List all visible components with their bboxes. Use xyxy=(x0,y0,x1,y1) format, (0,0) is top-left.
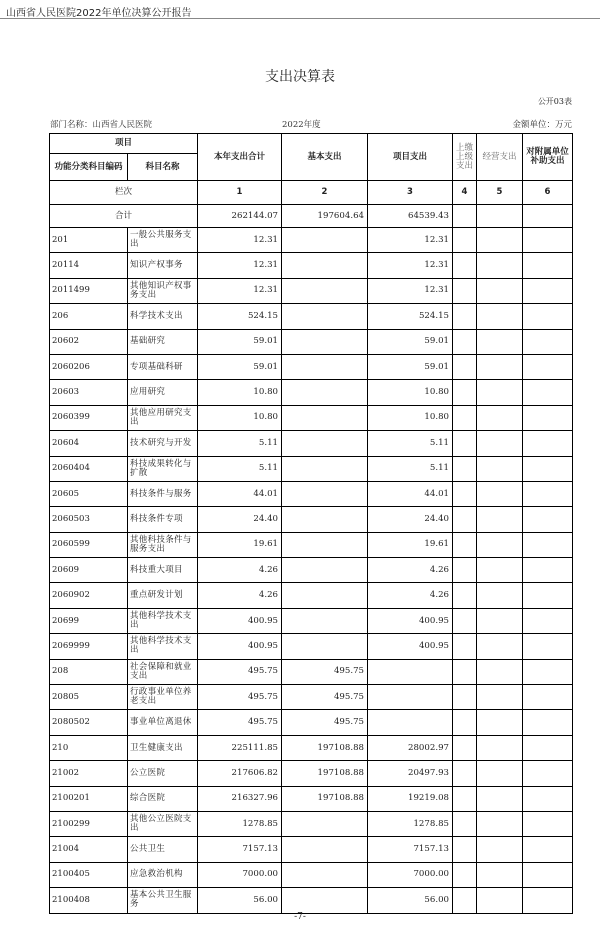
row-basic xyxy=(282,354,368,379)
row-project: 524.15 xyxy=(368,304,453,329)
row-business xyxy=(477,862,523,887)
row-business xyxy=(477,811,523,836)
row-project: 44.01 xyxy=(368,481,453,506)
row-subsidy xyxy=(523,253,573,278)
row-total: 10.80 xyxy=(198,380,282,405)
row-name: 科技重大项目 xyxy=(128,558,198,583)
row-name: 技术研究与开发 xyxy=(128,431,198,456)
row-name: 公共卫生 xyxy=(128,837,198,862)
row-total: 217606.82 xyxy=(198,761,282,786)
row-total: 4.26 xyxy=(198,558,282,583)
row-project xyxy=(368,710,453,735)
row-subsidy xyxy=(523,456,573,481)
row-upper xyxy=(453,380,477,405)
row-business xyxy=(477,532,523,557)
total-amount: 262144.07 xyxy=(198,205,282,228)
table-row xyxy=(50,278,573,303)
row-code: 2060902 xyxy=(50,583,128,608)
row-basic xyxy=(282,888,368,913)
row-subsidy xyxy=(523,634,573,659)
table-row xyxy=(50,685,573,710)
row-basic xyxy=(282,278,368,303)
item-name-header: 科目名称 xyxy=(128,154,198,181)
row-total: 10.80 xyxy=(198,405,282,430)
row-basic xyxy=(282,507,368,532)
row-code: 2060399 xyxy=(50,405,128,430)
row-code: 210 xyxy=(50,735,128,760)
row-project xyxy=(368,685,453,710)
row-business xyxy=(477,888,523,913)
row-code: 20603 xyxy=(50,380,128,405)
row-code: 2100201 xyxy=(50,786,128,811)
row-name: 行政事业单位养老支出 xyxy=(128,685,198,710)
row-code: 2080502 xyxy=(50,710,128,735)
row-business xyxy=(477,558,523,583)
row-total: 12.31 xyxy=(198,228,282,253)
row-project: 1278.85 xyxy=(368,811,453,836)
row-code: 20805 xyxy=(50,685,128,710)
row-total: 495.75 xyxy=(198,685,282,710)
row-project xyxy=(368,659,453,684)
row-basic xyxy=(282,405,368,430)
table-row xyxy=(50,837,573,862)
row-name: 其他科学技术支出 xyxy=(128,608,198,633)
row-subsidy xyxy=(523,481,573,506)
row-name: 科技条件专项 xyxy=(128,507,198,532)
row-upper xyxy=(453,481,477,506)
table-row xyxy=(50,862,573,887)
row-name: 其他科技条件与服务支出 xyxy=(128,532,198,557)
row-business xyxy=(477,354,523,379)
row-subsidy xyxy=(523,228,573,253)
total-upper xyxy=(453,205,477,228)
row-business xyxy=(477,507,523,532)
row-upper xyxy=(453,608,477,633)
row-upper xyxy=(453,304,477,329)
row-project: 59.01 xyxy=(368,354,453,379)
row-upper xyxy=(453,786,477,811)
row-business xyxy=(477,278,523,303)
total-subsidy xyxy=(523,205,573,228)
row-business xyxy=(477,659,523,684)
table-row xyxy=(50,558,573,583)
row-upper xyxy=(453,532,477,557)
row-name: 公立医院 xyxy=(128,761,198,786)
row-upper xyxy=(453,862,477,887)
table-row xyxy=(50,456,573,481)
row-upper xyxy=(453,659,477,684)
row-basic xyxy=(282,304,368,329)
row-total: 59.01 xyxy=(198,329,282,354)
row-subsidy xyxy=(523,710,573,735)
row-code: 21002 xyxy=(50,761,128,786)
row-name: 其他应用研究支出 xyxy=(128,405,198,430)
row-project: 400.95 xyxy=(368,608,453,633)
row-project: 5.11 xyxy=(368,456,453,481)
table-row xyxy=(50,380,573,405)
row-basic xyxy=(282,456,368,481)
row-upper xyxy=(453,634,477,659)
fiscal-year: 2022年度 xyxy=(282,120,321,130)
col-subsidy-header: 对附属单位补助支出 xyxy=(523,134,573,181)
col-index: 1 xyxy=(198,181,282,205)
row-total: 56.00 xyxy=(198,888,282,913)
row-subsidy xyxy=(523,354,573,379)
table-row xyxy=(50,431,573,456)
row-basic xyxy=(282,481,368,506)
row-upper xyxy=(453,456,477,481)
row-total: 1278.85 xyxy=(198,811,282,836)
row-name: 其他科学技术支出 xyxy=(128,634,198,659)
row-upper xyxy=(453,583,477,608)
row-code: 20605 xyxy=(50,481,128,506)
row-total: 400.95 xyxy=(198,608,282,633)
amount-unit: 金额单位：万元 xyxy=(512,120,572,130)
row-code: 21004 xyxy=(50,837,128,862)
func-code-header: 功能分类科目编码 xyxy=(50,154,128,181)
row-upper xyxy=(453,558,477,583)
row-basic xyxy=(282,228,368,253)
row-basic xyxy=(282,608,368,633)
row-business xyxy=(477,253,523,278)
row-basic: 197108.88 xyxy=(282,786,368,811)
row-business xyxy=(477,837,523,862)
row-project: 7000.00 xyxy=(368,862,453,887)
row-basic xyxy=(282,583,368,608)
report-header: 山西省人民医院2022年单位决算公开报告 xyxy=(6,8,192,19)
row-business xyxy=(477,431,523,456)
row-code: 20604 xyxy=(50,431,128,456)
row-business xyxy=(477,735,523,760)
row-project: 56.00 xyxy=(368,888,453,913)
row-basic xyxy=(282,862,368,887)
row-subsidy xyxy=(523,380,573,405)
row-upper xyxy=(453,735,477,760)
total-project: 64539.43 xyxy=(368,205,453,228)
row-business xyxy=(477,228,523,253)
row-total: 7000.00 xyxy=(198,862,282,887)
row-basic: 495.75 xyxy=(282,710,368,735)
row-code: 2060503 xyxy=(50,507,128,532)
table-row xyxy=(50,761,573,786)
row-upper xyxy=(453,761,477,786)
col-total-header: 本年支出合计 xyxy=(198,134,282,181)
row-basic xyxy=(282,253,368,278)
table-row xyxy=(50,481,573,506)
row-basic xyxy=(282,837,368,862)
row-subsidy xyxy=(523,837,573,862)
row-upper xyxy=(453,710,477,735)
row-name: 科技条件与服务 xyxy=(128,481,198,506)
row-code: 2069999 xyxy=(50,634,128,659)
row-name: 应急救治机构 xyxy=(128,862,198,887)
row-subsidy xyxy=(523,583,573,608)
total-basic: 197604.64 xyxy=(282,205,368,228)
row-basic: 495.75 xyxy=(282,685,368,710)
row-total: 495.75 xyxy=(198,710,282,735)
row-business xyxy=(477,761,523,786)
row-subsidy xyxy=(523,532,573,557)
project-header: 项目 xyxy=(50,134,198,154)
row-name: 基础研究 xyxy=(128,329,198,354)
row-code: 2011499 xyxy=(50,278,128,303)
row-upper xyxy=(453,228,477,253)
col-basic-header: 基本支出 xyxy=(282,134,368,181)
table-row xyxy=(50,329,573,354)
row-upper xyxy=(453,507,477,532)
row-project: 10.80 xyxy=(368,405,453,430)
row-upper xyxy=(453,811,477,836)
row-project: 4.26 xyxy=(368,558,453,583)
row-name: 事业单位离退休 xyxy=(128,710,198,735)
row-basic xyxy=(282,532,368,557)
row-business xyxy=(477,329,523,354)
row-subsidy xyxy=(523,811,573,836)
row-project: 28002.97 xyxy=(368,735,453,760)
row-total: 4.26 xyxy=(198,583,282,608)
row-business xyxy=(477,685,523,710)
row-subsidy xyxy=(523,507,573,532)
row-code: 20699 xyxy=(50,608,128,633)
row-project: 7157.13 xyxy=(368,837,453,862)
table-row xyxy=(50,608,573,633)
table-row xyxy=(50,532,573,557)
department-name: 部门名称：山西省人民医院 xyxy=(50,120,153,130)
row-subsidy xyxy=(523,735,573,760)
row-basic: 495.75 xyxy=(282,659,368,684)
row-basic xyxy=(282,380,368,405)
table-row xyxy=(50,304,573,329)
row-upper xyxy=(453,253,477,278)
row-name: 重点研发计划 xyxy=(128,583,198,608)
row-name: 基本公共卫生服务 xyxy=(128,888,198,913)
table-row xyxy=(50,253,573,278)
row-code: 2060404 xyxy=(50,456,128,481)
form-number: 公开03表 xyxy=(537,97,572,106)
row-basic xyxy=(282,431,368,456)
col-upper-header: 上缴上级支出 xyxy=(453,134,477,181)
col-project-header: 项目支出 xyxy=(368,134,453,181)
col-index: 2 xyxy=(282,181,368,205)
table-row xyxy=(50,228,573,253)
table-row xyxy=(50,710,573,735)
row-total: 12.31 xyxy=(198,253,282,278)
row-basic: 197108.88 xyxy=(282,735,368,760)
row-project: 10.80 xyxy=(368,380,453,405)
row-project: 400.95 xyxy=(368,634,453,659)
row-business xyxy=(477,456,523,481)
row-business xyxy=(477,481,523,506)
row-subsidy xyxy=(523,431,573,456)
row-project: 24.40 xyxy=(368,507,453,532)
row-upper xyxy=(453,405,477,430)
row-name: 其他公立医院支出 xyxy=(128,811,198,836)
row-project: 59.01 xyxy=(368,329,453,354)
row-basic: 197108.88 xyxy=(282,761,368,786)
row-upper xyxy=(453,354,477,379)
row-code: 20609 xyxy=(50,558,128,583)
row-project: 12.31 xyxy=(368,228,453,253)
row-business xyxy=(477,608,523,633)
table-row xyxy=(50,634,573,659)
row-subsidy xyxy=(523,761,573,786)
row-business xyxy=(477,786,523,811)
row-project: 12.31 xyxy=(368,278,453,303)
row-code: 2060599 xyxy=(50,532,128,557)
row-name: 综合医院 xyxy=(128,786,198,811)
row-subsidy xyxy=(523,608,573,633)
row-business xyxy=(477,405,523,430)
row-total: 495.75 xyxy=(198,659,282,684)
row-business xyxy=(477,634,523,659)
row-upper xyxy=(453,431,477,456)
row-business xyxy=(477,304,523,329)
total-label: 合计 xyxy=(50,205,198,228)
row-upper xyxy=(453,685,477,710)
row-code: 2100405 xyxy=(50,862,128,887)
row-name: 知识产权事务 xyxy=(128,253,198,278)
row-basic xyxy=(282,329,368,354)
row-total: 12.31 xyxy=(198,278,282,303)
total-business xyxy=(477,205,523,228)
table-row xyxy=(50,888,573,913)
row-subsidy xyxy=(523,786,573,811)
row-upper xyxy=(453,278,477,303)
row-code: 2100408 xyxy=(50,888,128,913)
row-code: 20114 xyxy=(50,253,128,278)
row-code: 20602 xyxy=(50,329,128,354)
table-row xyxy=(50,659,573,684)
table-row xyxy=(50,811,573,836)
header-divider xyxy=(0,18,600,19)
table-row xyxy=(50,405,573,430)
col-index: 4 xyxy=(453,181,477,205)
table-row xyxy=(50,354,573,379)
row-subsidy xyxy=(523,862,573,887)
row-code: 206 xyxy=(50,304,128,329)
row-code: 201 xyxy=(50,228,128,253)
row-code: 2060206 xyxy=(50,354,128,379)
col-index: 6 xyxy=(523,181,573,205)
row-subsidy xyxy=(523,278,573,303)
row-name: 社会保障和就业支出 xyxy=(128,659,198,684)
row-project: 19219.08 xyxy=(368,786,453,811)
row-name: 应用研究 xyxy=(128,380,198,405)
row-project: 4.26 xyxy=(368,583,453,608)
row-total: 19.61 xyxy=(198,532,282,557)
row-subsidy xyxy=(523,685,573,710)
row-index-label: 栏次 xyxy=(50,181,198,205)
row-total: 5.11 xyxy=(198,431,282,456)
row-code: 208 xyxy=(50,659,128,684)
row-name: 科技成果转化与扩散 xyxy=(128,456,198,481)
row-basic xyxy=(282,811,368,836)
row-subsidy xyxy=(523,888,573,913)
row-name: 科学技术支出 xyxy=(128,304,198,329)
page-title: 支出决算表 xyxy=(265,69,335,85)
col-business-header: 经营支出 xyxy=(477,134,523,181)
row-total: 5.11 xyxy=(198,456,282,481)
row-name: 一般公共服务支出 xyxy=(128,228,198,253)
row-code: 2100299 xyxy=(50,811,128,836)
row-total: 216327.96 xyxy=(198,786,282,811)
expenditure-table xyxy=(49,133,573,914)
row-total: 400.95 xyxy=(198,634,282,659)
row-total: 225111.85 xyxy=(198,735,282,760)
row-total: 59.01 xyxy=(198,354,282,379)
row-total: 24.40 xyxy=(198,507,282,532)
row-basic xyxy=(282,634,368,659)
row-name: 卫生健康支出 xyxy=(128,735,198,760)
page-number: -7- xyxy=(294,912,306,922)
row-basic xyxy=(282,558,368,583)
table-row xyxy=(50,735,573,760)
col-index: 3 xyxy=(368,181,453,205)
row-subsidy xyxy=(523,659,573,684)
table-row xyxy=(50,583,573,608)
row-upper xyxy=(453,329,477,354)
row-project: 19.61 xyxy=(368,532,453,557)
row-subsidy xyxy=(523,405,573,430)
row-name: 其他知识产权事务支出 xyxy=(128,278,198,303)
table-row xyxy=(50,507,573,532)
row-subsidy xyxy=(523,329,573,354)
table-row xyxy=(50,786,573,811)
row-subsidy xyxy=(523,304,573,329)
row-subsidy xyxy=(523,558,573,583)
row-project: 12.31 xyxy=(368,253,453,278)
row-business xyxy=(477,710,523,735)
row-business xyxy=(477,380,523,405)
row-total: 7157.13 xyxy=(198,837,282,862)
col-index: 5 xyxy=(477,181,523,205)
row-upper xyxy=(453,837,477,862)
row-project: 20497.93 xyxy=(368,761,453,786)
row-total: 524.15 xyxy=(198,304,282,329)
row-name: 专项基础科研 xyxy=(128,354,198,379)
row-business xyxy=(477,583,523,608)
row-upper xyxy=(453,888,477,913)
row-project: 5.11 xyxy=(368,431,453,456)
row-total: 44.01 xyxy=(198,481,282,506)
